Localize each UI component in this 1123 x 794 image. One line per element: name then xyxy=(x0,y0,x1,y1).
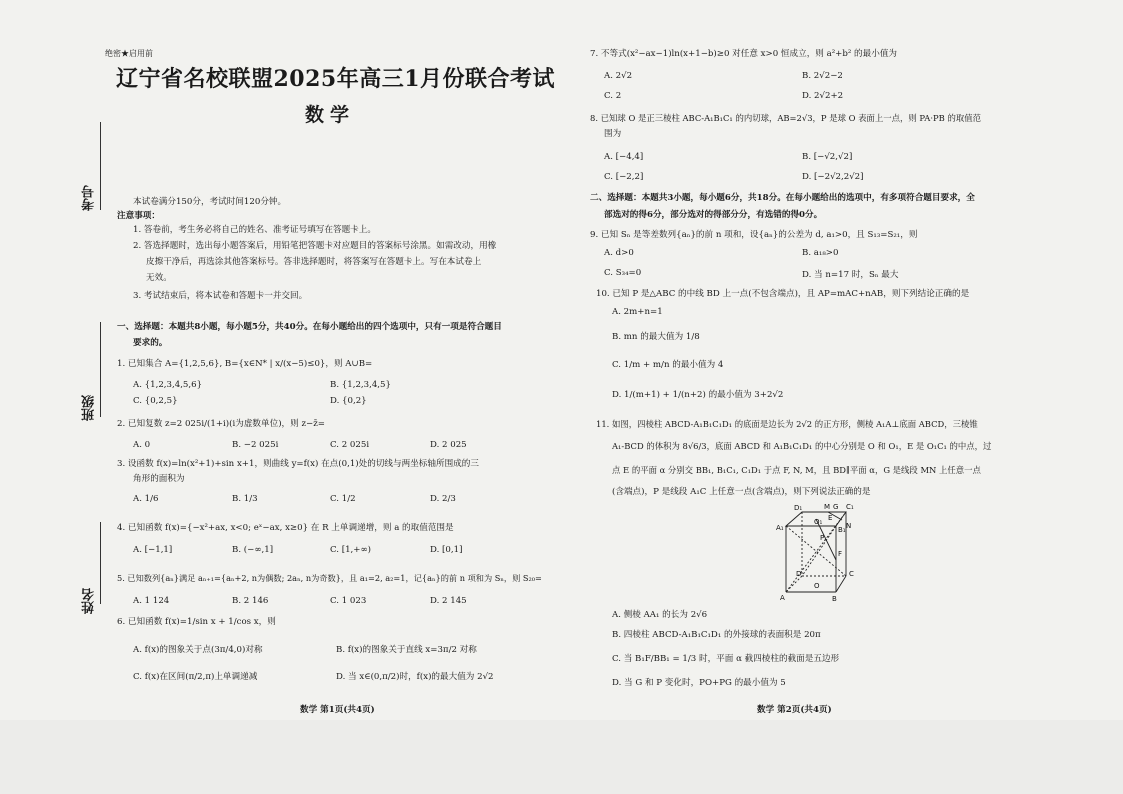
note-2: 2. 答选择题时，选出每小题答案后，用铅笔把答题卡对应题目的答案标号涂黑。如需改动，用橡 xyxy=(133,241,497,251)
fig-label-d1: D₁ xyxy=(794,504,803,512)
q6-option-a: A. f(x)的图象关于点(3π/4,0)对称 xyxy=(133,645,263,655)
exam-number-line xyxy=(100,122,101,210)
fig-label-e: E xyxy=(828,514,833,522)
q5-option-d: D. 2 145 xyxy=(430,596,467,606)
section-1-header-cont: 要求的。 xyxy=(133,338,168,348)
q5-option-a: A. 1 124 xyxy=(133,596,170,606)
question-5: 5. 已知数列{aₙ}满足 aₙ₊₁={aₙ+2, n为偶数; 2aₙ, n为奇数}，且 a₁=2, a₂=1，记{aₙ}的前 n 项和为 Sₙ，则 S₂₀= xyxy=(117,573,542,583)
footer-page-2: 数学 第2页(共4页) xyxy=(757,705,832,715)
fig-label-a1: A₁ xyxy=(776,524,784,532)
bottom-margin-shade xyxy=(0,720,1123,794)
q11-option-d: D. 当 G 和 P 变化时，PO+PG 的最小值为 5 xyxy=(612,678,786,688)
q1-option-a: A. {1,2,3,4,5,6} xyxy=(133,380,203,390)
question-11-line-3: 点 E 的平面 α 分别交 BB₁, B₁C₁, C₁D₁ 于点 F, N, M，且 BD∥平面 α，G 是线段 MN 上任意一点 xyxy=(612,465,981,475)
fig-label-c: C xyxy=(849,570,854,578)
side-label-exam-number: 考号 xyxy=(82,185,97,211)
question-11: 11. 如图，四棱柱 ABCD-A₁B₁C₁D₁ 的底面是边长为 2√2 的正方形，侧棱 A₁A⊥底面 ABCD，三棱锥 xyxy=(596,419,978,429)
q4-option-b: B. (−∞,1] xyxy=(232,545,274,555)
fig-label-d: D xyxy=(796,570,802,578)
q8-option-d: D. [−2√2,2√2] xyxy=(802,172,864,182)
question-3-cont: 角形的面积为 xyxy=(133,474,185,484)
section-2-header: 二、选择题：本题共3小题，每小题6分，共18分。在每小题给出的选项中，有多项符合题目要求，全 xyxy=(590,193,975,203)
side-label-class: 班级 xyxy=(82,395,97,421)
fig-label-o: O xyxy=(814,582,820,590)
q9-option-c: C. S₃₄=0 xyxy=(604,268,642,278)
subject-title: 数学 xyxy=(305,104,356,126)
q7-option-c: C. 2 xyxy=(604,91,622,101)
question-3: 3. 设函数 f(x)=ln(x²+1)+sin x+1，则曲线 y=f(x) 在点(0,1)处的切线与两坐标轴所围成的三 xyxy=(117,459,479,469)
q3-option-b: B. 1/3 xyxy=(232,494,258,504)
fig-label-b1: B₁ xyxy=(838,526,846,534)
q3-option-c: C. 1/2 xyxy=(330,494,356,504)
secret-label: 绝密★启用前 xyxy=(105,49,153,58)
section-1-header: 一、选择题：本题共8小题，每小题5分，共40分。在每小题给出的四个选项中，只有一项是符合题目 xyxy=(117,322,502,332)
q1-option-c: C. {0,2,5} xyxy=(133,396,178,406)
fig-label-b: B xyxy=(832,595,837,603)
q9-option-d: D. 当 n=17 时，Sₙ 最大 xyxy=(802,270,899,280)
q10-option-d: D. 1/(m+1) + 1/(n+2) 的最小值为 3+2√2 xyxy=(612,390,784,400)
q5-option-c: C. 1 023 xyxy=(330,596,367,606)
q9-option-b: B. a₁₈>0 xyxy=(802,248,839,258)
question-8-cont: 围为 xyxy=(604,129,622,139)
q6-option-c: C. f(x)在区间(π/2,π)上单调递减 xyxy=(133,672,258,682)
q11-option-c: C. 当 B₁F/BB₁ = 1/3 时，平面 α 截四棱柱的截面是五边形 xyxy=(612,654,840,664)
prism-figure xyxy=(776,500,872,604)
question-6: 6. 已知函数 f(x)=1/sin x + 1/cos x，则 xyxy=(117,617,276,627)
notes-title: 注意事项： xyxy=(117,211,160,221)
note-3: 3. 考试结束后，将本试卷和答题卡一并交回。 xyxy=(133,291,308,301)
q7-option-b: B. 2√2−2 xyxy=(802,71,843,81)
note-2-cont: 皮擦干净后，再选涂其他答案标号。答非选择题时，将答案写在答题卡上。写在本试卷上 xyxy=(146,257,482,267)
q9-option-a: A. d>0 xyxy=(604,248,634,258)
q6-option-d: D. 当 x∈(0,π/2)时，f(x)的最大值为 2√2 xyxy=(336,672,494,682)
q4-option-d: D. [0,1] xyxy=(430,545,463,555)
fig-label-f: F xyxy=(838,550,843,558)
exam-title: 辽宁省名校联盟2025年高三1月份联合考试 xyxy=(116,66,556,92)
q4-option-c: C. [1,+∞) xyxy=(330,545,371,555)
q5-option-b: B. 2 146 xyxy=(232,596,269,606)
q8-option-a: A. [−4,4] xyxy=(604,152,644,162)
q2-option-c: C. 2 025i xyxy=(330,440,370,450)
question-11-line-4: (含端点)，P 是线段 A₁C 上任意一点(含端点)，则下列说法正确的是 xyxy=(612,487,871,497)
q2-option-a: A. 0 xyxy=(133,440,151,450)
fig-label-p: P xyxy=(820,534,825,542)
note-2-end: 无效。 xyxy=(146,273,172,283)
q6-option-b: B. f(x)的图象关于直线 x=3π/2 对称 xyxy=(336,645,477,655)
question-9: 9. 已知 Sₙ 是等差数列{aₙ}的前 n 项和，设{aₙ}的公差为 d, a₁>0，且 S₁₃=S₂₁，则 xyxy=(590,230,918,240)
exam-info: 本试卷满分150分，考试时间120分钟。 xyxy=(133,197,287,207)
q11-option-a: A. 侧棱 AA₁ 的长为 2√6 xyxy=(612,610,708,620)
q1-option-b: B. {1,2,3,4,5} xyxy=(330,380,391,390)
class-line xyxy=(100,322,101,417)
question-1: 1. 已知集合 A={1,2,5,6}, B={x∈N* | x/(x−5)≤0}，则 A∪B= xyxy=(117,359,373,369)
note-1: 1. 答卷前，考生务必将自己的姓名、准考证号填写在答题卡上。 xyxy=(133,225,376,235)
fig-label-m: M xyxy=(824,503,831,511)
section-2-header-cont: 部选对的得6分，部分选对的得部分分，有选错的得0分。 xyxy=(604,210,823,220)
question-10: 10. 已知 P 是△ABC 的中线 BD 上一点(不包含端点)，且 AP=mAC+nAB，则下列结论正确的是 xyxy=(596,289,970,299)
q3-option-a: A. 1/6 xyxy=(133,494,159,504)
q8-option-c: C. [−2,2] xyxy=(604,172,644,182)
q11-option-b: B. 四棱柱 ABCD-A₁B₁C₁D₁ 的外接球的表面积是 20π xyxy=(612,630,821,640)
fig-label-n: N xyxy=(846,522,852,530)
q2-option-d: D. 2 025 xyxy=(430,440,467,450)
q8-option-b: B. [−√2,√2] xyxy=(802,152,853,162)
question-4: 4. 已知函数 f(x)={−x²+ax, x<0; eˣ−ax, x≥0} 在 R 上单调递增，则 a 的取值范围是 xyxy=(117,523,454,533)
side-label-name: 姓名 xyxy=(82,588,97,614)
q10-option-c: C. 1/m + m/n 的最小值为 4 xyxy=(612,360,724,370)
fig-label-g: G xyxy=(833,503,839,511)
footer-page-1: 数学 第1页(共4页) xyxy=(300,705,375,715)
q10-option-a: A. 2m+n=1 xyxy=(612,307,663,317)
q1-option-d: D. {0,2} xyxy=(330,396,367,406)
name-line xyxy=(100,522,101,604)
q3-option-d: D. 2/3 xyxy=(430,494,456,504)
question-2: 2. 已知复数 z=2 025i/(1+i)(i为虚数单位)，则 z−z̄= xyxy=(117,419,325,429)
q7-option-d: D. 2√2+2 xyxy=(802,91,844,101)
q10-option-b: B. mn 的最大值为 1/8 xyxy=(612,332,700,342)
question-11-line-2: A₁-BCD 的体积为 8√6/3，底面 ABCD 和 A₁B₁C₁D₁ 的中心分别是 O 和 O₁，E 是 O₁C₁ 的中点，过 xyxy=(612,441,992,451)
q2-option-b: B. −2 025i xyxy=(232,440,279,450)
q4-option-a: A. [−1,1] xyxy=(133,545,173,555)
fig-label-a: A xyxy=(780,594,785,602)
question-7: 7. 不等式(x²−ax−1)ln(x+1−b)≥0 对任意 x>0 恒成立，则 a²+b² 的最小值为 xyxy=(590,49,898,59)
fig-label-c1: C₁ xyxy=(846,503,854,511)
q7-option-a: A. 2√2 xyxy=(604,71,633,81)
fig-label-o1: O₁ xyxy=(814,518,823,526)
question-8: 8. 已知球 O 是正三棱柱 ABC-A₁B₁C₁ 的内切球，AB=2√3，P 是球 O 表面上一点，则 PA·PB 的取值范 xyxy=(590,113,981,123)
